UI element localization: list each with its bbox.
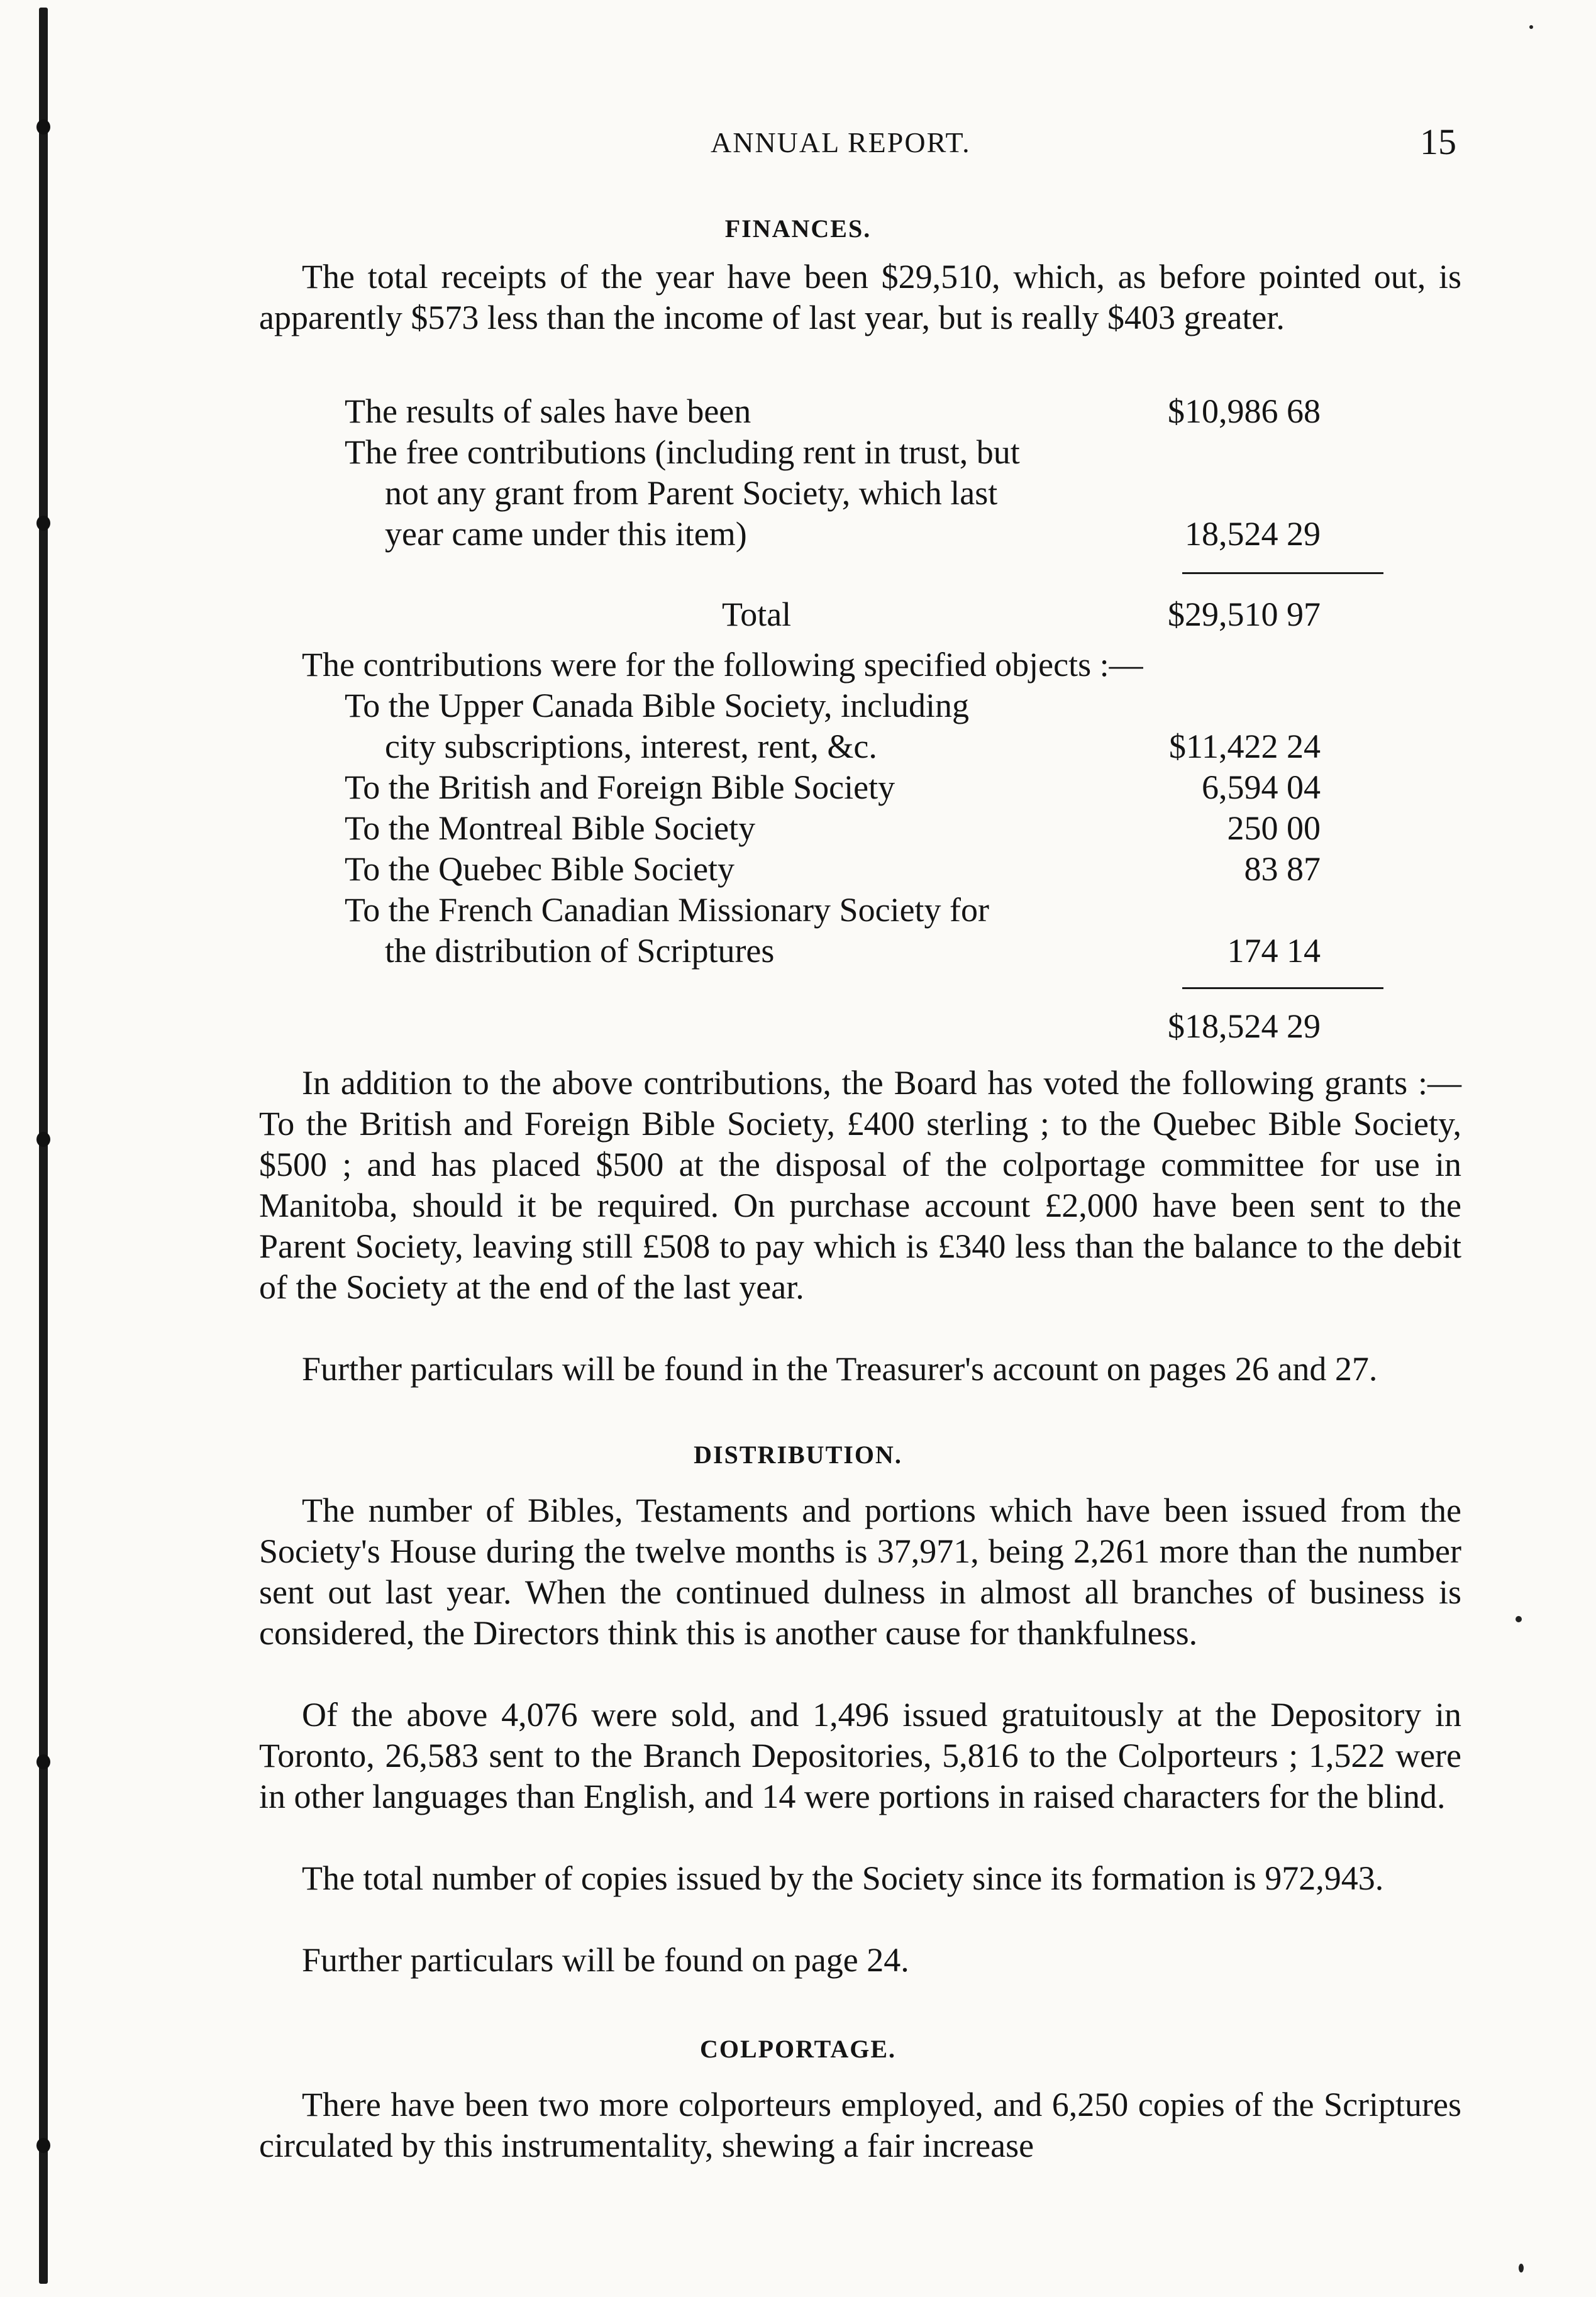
section-heading-colportage: COLPORTAGE. — [699, 2035, 897, 2063]
section-heading-finances: FINANCES. — [724, 214, 872, 243]
free-contrib-line-3: year came under this item) — [385, 515, 747, 553]
objects-intro: The contributions were for the following specified objects :— — [302, 646, 1143, 684]
french-canadian-line-2: the distribution of Scriptures — [385, 932, 775, 970]
upper-canada-amount: $11,422 24 — [1169, 728, 1321, 765]
upper-canada-line-2: city subscriptions, interest, rent, &c. — [385, 728, 877, 765]
french-canadian-line-1: To the French Canadian Missionary Society for — [345, 891, 989, 929]
finances-intro-paragraph: The total receipts of the year have been $29,510, which, as before pointed out, is apparently $573 less than the income of last year, but is really $403 greater. — [259, 258, 1461, 336]
grants-paragraph: In addition to the above contributions, the Board has voted the following grants :—To the British and Foreign Bible Society, £400 sterling ; to the Quebec Bible Society, $500 ; and has placed $500 at the disposal of the colportage committee for use in Manitoba, should it be required. On purchase account £2,000 have been sent to the Parent Society, leaving still £508 to pay which is £340 less than the balance to the debit of the Society at the end of the last year. — [259, 1064, 1461, 1306]
montreal-label: To the Montreal Bible Society — [345, 809, 756, 847]
total-amount: $29,510 97 — [1168, 595, 1321, 633]
distribution-paragraph-3: The total number of copies issued by the Society since its formation is 972,943. — [302, 1859, 1384, 1897]
page-number: 15 — [1420, 121, 1456, 162]
upper-canada-line-1: To the Upper Canada Bible Society, including — [345, 687, 969, 724]
sum-rule — [1182, 987, 1383, 989]
sum-rule — [1182, 572, 1383, 574]
distribution-paragraph-1: The number of Bibles, Testaments and portions which have been issued from the Society's House during the twelve months is 37,971, being 2,261 more than the number sent out last year. When the continued dulness in almost all branches of business is considered, the Directors think this is another cause for thankfulness. — [259, 1492, 1461, 1652]
montreal-amount: 250 00 — [1227, 809, 1321, 847]
british-foreign-label: To the British and Foreign Bible Society — [345, 768, 895, 806]
distribution-paragraph-2: Of the above 4,076 were sold, and 1,496 issued gratuitously at the Depository in Toronto, 26,583 sent to the Branch Depositories, 5,816 to the Colporteurs ; 1,522 were in other languages than English, and 14 were portions in raised characters for the blind. — [259, 1696, 1461, 1815]
running-head: ANNUAL REPORT. — [711, 126, 971, 158]
free-contrib-line-1: The free contributions (including rent in trust, but — [345, 433, 1020, 471]
treasurer-paragraph: Further particulars will be found in the Treasurer's account on pages 26 and 27. — [302, 1350, 1378, 1388]
british-foreign-amount: 6,594 04 — [1202, 768, 1321, 806]
free-contrib-line-2: not any grant from Parent Society, which last — [385, 474, 998, 512]
objects-total-amount: $18,524 29 — [1168, 1007, 1321, 1045]
sales-amount: $10,986 68 — [1168, 392, 1321, 430]
free-contrib-amount: 18,524 29 — [1185, 515, 1321, 553]
section-heading-distribution: DISTRIBUTION. — [694, 1441, 902, 1469]
quebec-amount: 83 87 — [1244, 850, 1321, 888]
distribution-paragraph-4: Further particulars will be found on page 24. — [302, 1941, 909, 1979]
quebec-label: To the Quebec Bible Society — [345, 850, 735, 888]
colportage-paragraph: There have been two more colporteurs employed, and 6,250 copies of the Scriptures circulated by this instrumentality, shewing a fair increase — [259, 2086, 1461, 2164]
sales-label: The results of sales have been — [345, 392, 751, 430]
total-label: Total — [722, 595, 792, 633]
french-canadian-amount: 174 14 — [1227, 932, 1321, 970]
